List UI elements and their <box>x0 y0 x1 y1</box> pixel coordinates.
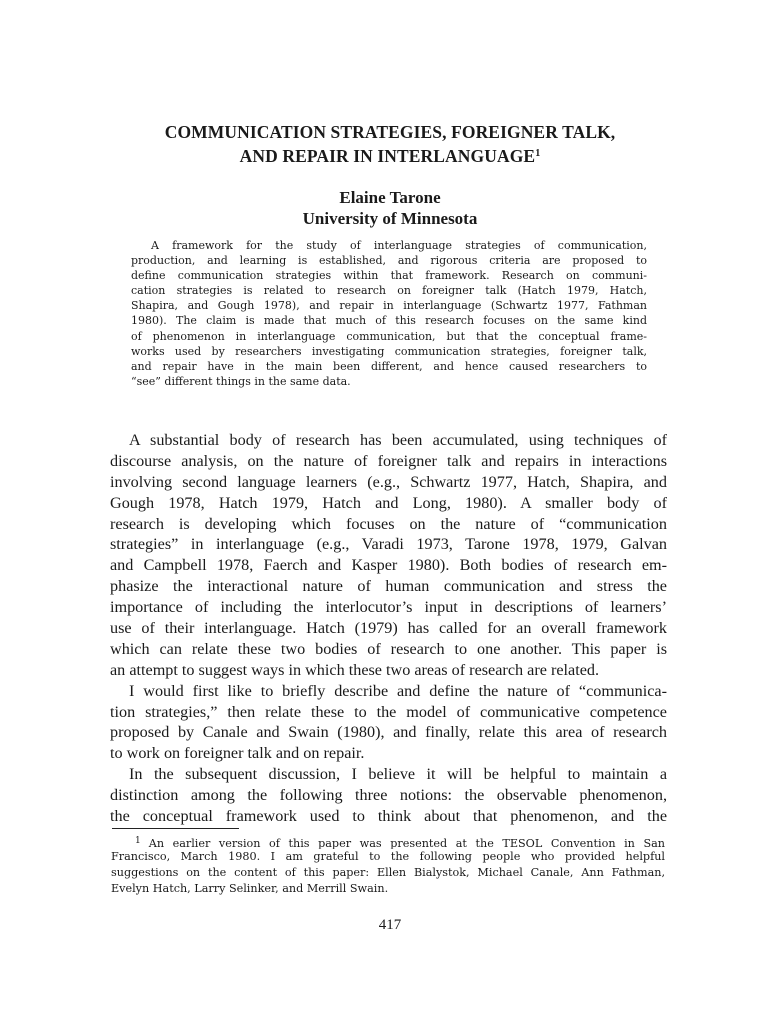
body-line: importance of including the interlocutor’s input in descriptions of learners’ <box>110 598 667 617</box>
author-name: Elaine Tarone <box>339 188 441 207</box>
page-number: 417 <box>378 917 402 933</box>
body-line: to work on foreigner talk and on repair. <box>110 744 365 763</box>
body-line: distinction among the following three notions: the observable phenomenon, <box>110 786 667 805</box>
body-line: which can relate these two bodies of research to one another. This paper is <box>110 639 667 658</box>
abstract-line: works used by researchers investigating communication strategies, foreigner talk, <box>131 344 647 358</box>
abstract-line: of phenomenon in interlanguage communication, but that the conceptual frame- <box>131 329 647 343</box>
abstract <box>131 238 647 389</box>
title-footnote-marker: 1 <box>535 148 541 159</box>
body-line: use of their interlanguage. Hatch (1979) has called for an overall framework <box>110 619 667 638</box>
footnote-line: $^1$ An earlier version of this paper was presented at the TESOL Convention in San <box>135 836 665 849</box>
footnote-marker: 1 <box>135 836 141 846</box>
body-line: A substantial body of research has been accumulated, using techniques of <box>129 431 667 449</box>
author-affiliation: University of Minnesota <box>302 209 478 228</box>
footnote-line: Evelyn Hatch, Larry Selinker, and Merrill Swain. <box>111 882 389 895</box>
paper-title <box>100 121 680 167</box>
abstract-line: “see” different things in the same data. <box>131 374 351 388</box>
body-line: discourse analysis, on the nature of foreigner talk and repairs in interactions <box>110 451 667 470</box>
body-line: Gough 1978, Hatch 1979, Hatch and Long, 1980). A smaller body of <box>110 493 667 512</box>
footnote-line: Francisco, March 1980. I am grateful to the following people who provided helpful <box>111 850 665 863</box>
abstract-line: Shapira, and Gough 1978), and repair in interlanguage (Schwartz 1977, Fathman <box>131 299 647 313</box>
body-line: phasize the interactional nature of human communication and stress the <box>110 577 667 596</box>
body-line: the conceptual framework used to think about that phenomenon, and the <box>110 807 667 826</box>
body-line: I would first like to briefly describe and define the nature of “communica- <box>129 681 667 700</box>
body-line: In the subsequent discussion, I believe it will be helpful to maintain a <box>129 765 667 784</box>
body-line: strategies” in interlanguage (e.g., Varadi 1973, Tarone 1978, 1979, Galvan <box>110 535 667 554</box>
author-block <box>100 187 680 229</box>
body-text <box>110 430 667 827</box>
body-line: and Campbell 1978, Faerch and Kasper 1980). Both bodies of research em- <box>110 556 667 575</box>
abstract-line: cation strategies is related to research on foreigner talk (Hatch 1979, Hatch, <box>131 284 647 298</box>
footnote-line: suggestions on the content of this paper: Ellen Bialystok, Michael Canale, Ann Fathman, <box>111 866 665 879</box>
footnote <box>111 833 665 897</box>
body-line: research is developing which focuses on the nature of “communication <box>110 514 667 533</box>
body-line: involving second language learners (e.g., Schwartz 1977, Hatch, Shapira, and <box>110 472 667 491</box>
body-line: an attempt to suggest ways in which these two areas of research are related. <box>110 660 600 679</box>
title-line-1: COMMUNICATION STRATEGIES, FOREIGNER TALK, <box>164 122 616 142</box>
abstract-line: 1980). The claim is made that much of this research focuses on the same kind <box>131 314 647 328</box>
abstract-line: and repair have in the main been different, and hence caused researchers to <box>131 359 647 373</box>
abstract-line: production, and learning is established, and rigorous criteria are proposed to <box>131 254 647 268</box>
body-line: tion strategies,” then relate these to the model of communicative competence <box>110 702 667 721</box>
body-line: proposed by Canale and Swain (1980), and finally, relate this area of research <box>110 723 667 742</box>
abstract-line: A framework for the study of interlanguage strategies of communication, <box>151 239 647 252</box>
abstract-line: define communication strategies within that framework. Research on communi- <box>131 269 647 283</box>
title-line-2: AND REPAIR IN INTERLANGUAGE$^1$ <box>239 146 541 166</box>
footnote-divider <box>112 828 239 829</box>
